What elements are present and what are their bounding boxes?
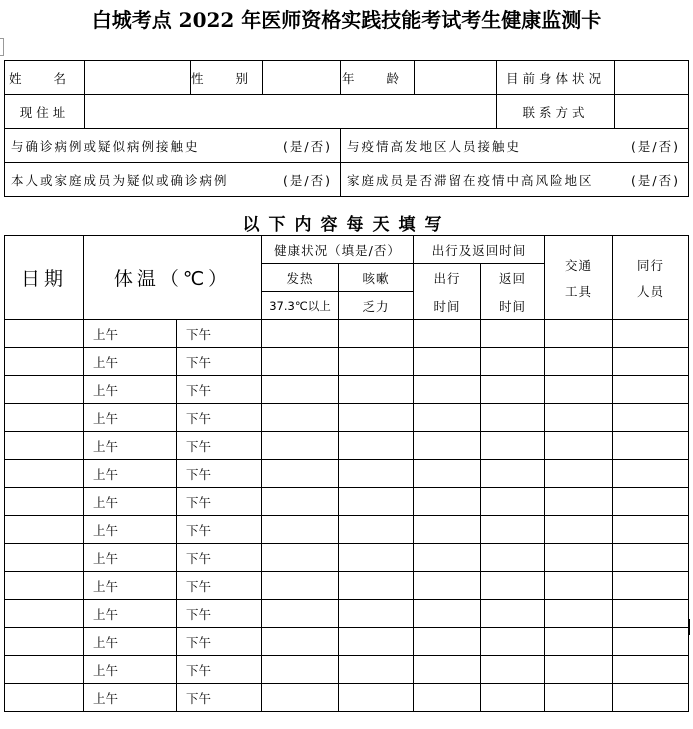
transport-cell[interactable] <box>545 684 613 712</box>
question-text: 家庭成员是否滞留在疫情中高风险地区 <box>347 172 594 188</box>
return-time-cell[interactable] <box>481 320 545 348</box>
table-row <box>5 516 689 544</box>
companion-cell[interactable] <box>613 348 689 376</box>
fever-cell[interactable] <box>262 684 339 712</box>
fever-header: 发热 <box>262 264 339 292</box>
gender-field[interactable] <box>263 61 341 95</box>
daily-rows <box>5 320 689 712</box>
pm-temperature-cell[interactable]: 下午 <box>177 376 262 404</box>
transport-cell[interactable] <box>545 320 613 348</box>
return-header-line2: 时间 <box>499 298 527 314</box>
departure-time-cell[interactable] <box>414 376 481 404</box>
fever-threshold-header: 37.3℃以上 <box>262 292 339 320</box>
transport-cell[interactable] <box>545 544 613 572</box>
cough-fatigue-cell[interactable] <box>339 404 414 432</box>
transport-cell[interactable] <box>545 348 613 376</box>
pm-temperature-cell[interactable]: 下午 <box>177 348 262 376</box>
table-row <box>5 628 689 656</box>
return-time-cell[interactable] <box>481 544 545 572</box>
companion-cell[interactable] <box>613 544 689 572</box>
cough-fatigue-cell[interactable] <box>339 460 414 488</box>
pm-temperature-cell[interactable]: 下午 <box>177 628 262 656</box>
return-time-cell[interactable] <box>481 628 545 656</box>
table-row <box>5 572 689 600</box>
cough-fatigue-cell[interactable] <box>339 628 414 656</box>
fever-cell[interactable] <box>262 628 339 656</box>
date-cell[interactable] <box>5 432 84 460</box>
date-cell[interactable] <box>5 628 84 656</box>
yes-no-hint: (是/否) <box>283 138 332 154</box>
date-cell[interactable] <box>5 516 84 544</box>
date-cell[interactable] <box>5 572 84 600</box>
personal-info-table <box>4 60 689 197</box>
yes-no-hint: (是/否) <box>631 172 681 188</box>
fatigue-header: 乏力 <box>339 292 414 320</box>
am-temperature-cell[interactable]: 上午 <box>84 376 177 404</box>
margin-marker <box>0 38 4 56</box>
fever-cell[interactable] <box>262 320 339 348</box>
date-cell[interactable] <box>5 348 84 376</box>
age-field[interactable] <box>415 61 497 95</box>
cough-fatigue-cell[interactable] <box>339 488 414 516</box>
cough-fatigue-cell[interactable] <box>339 320 414 348</box>
return-time-cell[interactable] <box>481 404 545 432</box>
cough-header: 咳嗽 <box>339 264 414 292</box>
health-status-group-header: 健康状况（填是/否） <box>262 236 414 264</box>
daily-section-title: 以下内容每天填写 <box>242 215 451 235</box>
health-status-label: 目前身体状况 <box>497 61 615 95</box>
fever-cell[interactable] <box>262 404 339 432</box>
cough-fatigue-cell[interactable] <box>339 572 414 600</box>
table-row <box>5 404 689 432</box>
return-time-cell[interactable] <box>481 516 545 544</box>
departure-header-line2: 时间 <box>433 298 461 314</box>
pm-temperature-cell[interactable]: 下午 <box>177 404 262 432</box>
companion-cell[interactable] <box>613 376 689 404</box>
departure-time-cell[interactable] <box>414 628 481 656</box>
table-row <box>5 460 689 488</box>
pm-temperature-cell[interactable]: 下午 <box>177 460 262 488</box>
companion-cell[interactable] <box>613 684 689 712</box>
text-cursor <box>689 619 690 635</box>
companion-cell[interactable] <box>613 404 689 432</box>
departure-time-cell[interactable] <box>414 488 481 516</box>
age-label: 年 龄 <box>341 61 415 95</box>
companion-cell[interactable] <box>613 628 689 656</box>
date-cell[interactable] <box>5 684 84 712</box>
cough-fatigue-cell[interactable] <box>339 600 414 628</box>
departure-time-cell[interactable] <box>414 516 481 544</box>
am-temperature-cell[interactable]: 上午 <box>84 460 177 488</box>
date-cell[interactable] <box>5 404 84 432</box>
date-cell[interactable] <box>5 656 84 684</box>
date-header: 日期 <box>5 236 84 320</box>
departure-time-header <box>414 264 481 320</box>
name-label: 姓 名 <box>5 61 85 95</box>
am-temperature-cell[interactable]: 上午 <box>84 572 177 600</box>
companion-header-line1: 同行 <box>637 257 665 273</box>
am-temperature-cell[interactable]: 上午 <box>84 600 177 628</box>
return-time-cell[interactable] <box>481 460 545 488</box>
transport-cell[interactable] <box>545 516 613 544</box>
return-header-line1: 返回 <box>499 270 527 286</box>
am-temperature-cell[interactable]: 上午 <box>84 348 177 376</box>
return-time-header <box>481 264 545 320</box>
am-temperature-cell[interactable]: 上午 <box>84 320 177 348</box>
table-row <box>5 348 689 376</box>
table-row <box>5 376 689 404</box>
transport-cell[interactable] <box>545 460 613 488</box>
transport-header-line2: 工具 <box>565 283 593 299</box>
fever-cell[interactable] <box>262 544 339 572</box>
companion-cell[interactable] <box>613 600 689 628</box>
address-label: 现住址 <box>5 95 85 129</box>
cough-fatigue-cell[interactable] <box>339 684 414 712</box>
fever-cell[interactable] <box>262 376 339 404</box>
am-temperature-cell[interactable]: 上午 <box>84 544 177 572</box>
transport-cell[interactable] <box>545 404 613 432</box>
gender-label: 性 别 <box>191 61 263 95</box>
return-time-cell[interactable] <box>481 572 545 600</box>
companion-cell[interactable] <box>613 320 689 348</box>
return-time-cell[interactable] <box>481 432 545 460</box>
pm-temperature-cell[interactable]: 下午 <box>177 516 262 544</box>
fever-cell[interactable] <box>262 348 339 376</box>
companion-header <box>613 236 689 320</box>
companion-header-line2: 人员 <box>637 283 665 299</box>
date-cell[interactable] <box>5 488 84 516</box>
cough-fatigue-cell[interactable] <box>339 376 414 404</box>
table-row <box>5 488 689 516</box>
transport-header-line1: 交通 <box>565 257 593 273</box>
departure-time-cell[interactable] <box>414 656 481 684</box>
am-temperature-cell[interactable]: 上午 <box>84 432 177 460</box>
daily-health-table <box>4 235 689 712</box>
date-cell[interactable] <box>5 376 84 404</box>
travel-time-group-header: 出行及返回时间 <box>414 236 545 264</box>
question-text: 与确诊病例或疑似病例接触史 <box>11 138 200 154</box>
date-cell[interactable] <box>5 320 84 348</box>
yes-no-hint: (是/否) <box>631 138 681 154</box>
fever-cell[interactable] <box>262 516 339 544</box>
question-family-high-risk-area[interactable] <box>341 163 689 197</box>
am-temperature-cell[interactable]: 上午 <box>84 404 177 432</box>
return-time-cell[interactable] <box>481 348 545 376</box>
question-family-suspected[interactable] <box>5 163 341 197</box>
contact-field[interactable] <box>615 95 689 129</box>
table-row <box>5 544 689 572</box>
date-cell[interactable] <box>5 544 84 572</box>
question-confirmed-contact[interactable] <box>5 129 341 163</box>
table-row <box>5 656 689 684</box>
pm-temperature-cell[interactable]: 下午 <box>177 544 262 572</box>
pm-temperature-cell[interactable]: 下午 <box>177 488 262 516</box>
pm-temperature-cell[interactable]: 下午 <box>177 320 262 348</box>
departure-time-cell[interactable] <box>414 348 481 376</box>
contact-label: 联系方式 <box>497 95 615 129</box>
transport-header <box>545 236 613 320</box>
companion-cell[interactable] <box>613 516 689 544</box>
am-temperature-cell[interactable]: 上午 <box>84 656 177 684</box>
return-time-cell[interactable] <box>481 376 545 404</box>
transport-cell[interactable] <box>545 488 613 516</box>
companion-cell[interactable] <box>613 432 689 460</box>
pm-temperature-cell[interactable]: 下午 <box>177 432 262 460</box>
am-temperature-cell[interactable]: 上午 <box>84 488 177 516</box>
transport-cell[interactable] <box>545 600 613 628</box>
fever-cell[interactable] <box>262 656 339 684</box>
table-row <box>5 320 689 348</box>
page-title: 白城考点 2022 年医师资格实践技能考试考生健康监测卡 <box>91 8 602 32</box>
pm-temperature-cell[interactable]: 下午 <box>177 572 262 600</box>
pm-temperature-cell[interactable]: 下午 <box>177 684 262 712</box>
transport-cell[interactable] <box>545 656 613 684</box>
date-cell[interactable] <box>5 600 84 628</box>
name-field[interactable] <box>85 61 191 95</box>
cough-fatigue-cell[interactable] <box>339 348 414 376</box>
departure-time-cell[interactable] <box>414 600 481 628</box>
return-time-cell[interactable] <box>481 684 545 712</box>
return-time-cell[interactable] <box>481 600 545 628</box>
am-temperature-cell[interactable]: 上午 <box>84 684 177 712</box>
address-field[interactable] <box>85 95 497 129</box>
fever-cell[interactable] <box>262 488 339 516</box>
transport-cell[interactable] <box>545 432 613 460</box>
health-status-field[interactable] <box>615 61 689 95</box>
transport-cell[interactable] <box>545 572 613 600</box>
yes-no-hint: (是/否) <box>283 172 332 188</box>
departure-time-cell[interactable] <box>414 320 481 348</box>
question-high-risk-contact[interactable] <box>341 129 689 163</box>
departure-time-cell[interactable] <box>414 684 481 712</box>
date-cell[interactable] <box>5 460 84 488</box>
companion-cell[interactable] <box>613 460 689 488</box>
departure-time-cell[interactable] <box>414 572 481 600</box>
table-row <box>5 600 689 628</box>
temperature-header: 体温（℃） <box>84 236 262 320</box>
return-time-cell[interactable] <box>481 488 545 516</box>
question-text: 本人或家庭成员为疑似或确诊病例 <box>11 172 229 188</box>
question-text: 与疫情高发地区人员接触史 <box>347 138 522 154</box>
pm-temperature-cell[interactable]: 下午 <box>177 600 262 628</box>
companion-cell[interactable] <box>613 572 689 600</box>
fever-cell[interactable] <box>262 432 339 460</box>
cough-fatigue-cell[interactable] <box>339 656 414 684</box>
cough-fatigue-cell[interactable] <box>339 544 414 572</box>
departure-time-cell[interactable] <box>414 404 481 432</box>
transport-cell[interactable] <box>545 628 613 656</box>
table-row <box>5 432 689 460</box>
companion-cell[interactable] <box>613 488 689 516</box>
cough-fatigue-cell[interactable] <box>339 516 414 544</box>
fever-cell[interactable] <box>262 600 339 628</box>
fever-cell[interactable] <box>262 572 339 600</box>
fever-cell[interactable] <box>262 460 339 488</box>
companion-cell[interactable] <box>613 656 689 684</box>
transport-cell[interactable] <box>545 376 613 404</box>
am-temperature-cell[interactable]: 上午 <box>84 516 177 544</box>
departure-time-cell[interactable] <box>414 460 481 488</box>
am-temperature-cell[interactable]: 上午 <box>84 628 177 656</box>
departure-time-cell[interactable] <box>414 432 481 460</box>
return-time-cell[interactable] <box>481 656 545 684</box>
departure-time-cell[interactable] <box>414 544 481 572</box>
pm-temperature-cell[interactable]: 下午 <box>177 656 262 684</box>
cough-fatigue-cell[interactable] <box>339 432 414 460</box>
departure-header-line1: 出行 <box>433 270 461 286</box>
table-row <box>5 684 689 712</box>
